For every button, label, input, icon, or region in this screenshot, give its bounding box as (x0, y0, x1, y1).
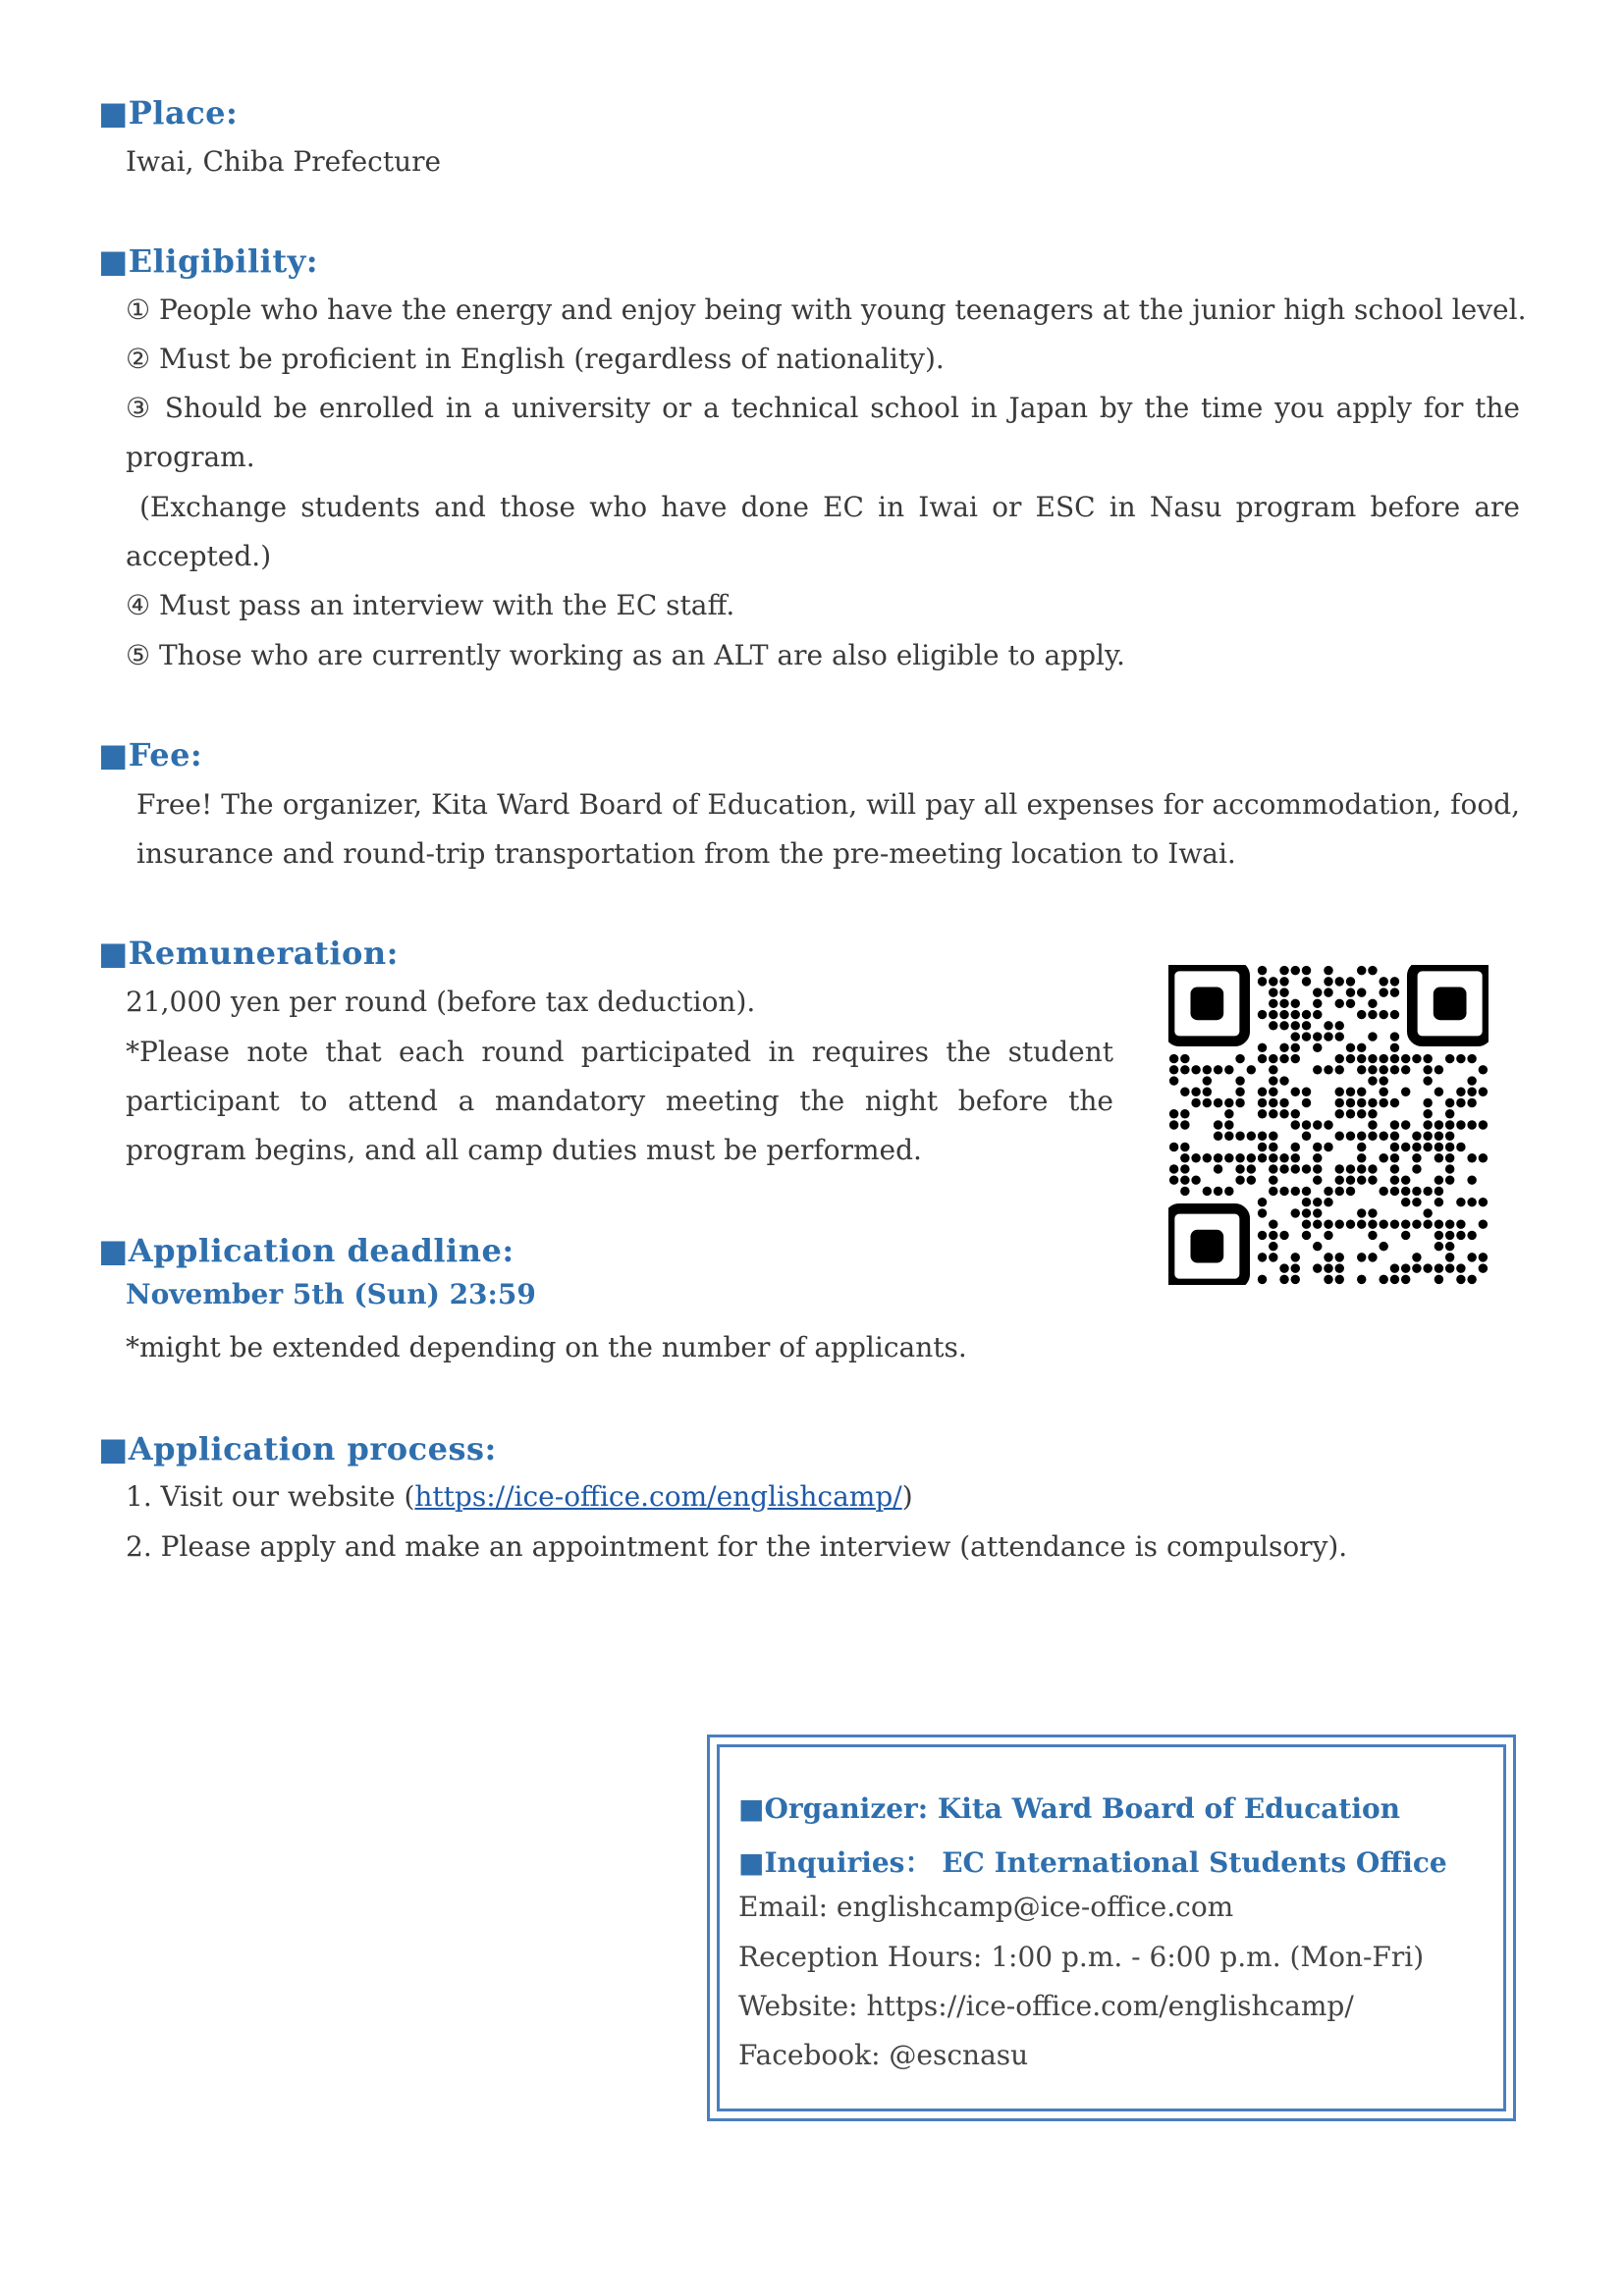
place-text: Iwai, Chiba Prefecture (126, 145, 442, 178)
process-step-1-prefix: 1. Visit our website ( (126, 1480, 415, 1513)
remuneration-note-2: participant to attend a mandatory meeting the night before the (126, 1085, 1113, 1117)
eligibility-item-5: ⑤ Those who are currently working as an ALT are also eligible to apply. (126, 639, 1125, 671)
remuneration-note-3: program begins, and all camp duties must be performed. (126, 1134, 922, 1166)
fee-heading: ■Fee: (98, 736, 203, 774)
eligibility-item-4: ④ Must pass an interview with the EC staff. (126, 589, 735, 621)
fee-line-2: insurance and round-trip transportation from the pre-meeting location to Iwai. (136, 837, 1236, 870)
contact-website: Website: https://ice-office.com/englishcamp/ (738, 1990, 1354, 2022)
process-step-1 (126, 1472, 913, 1522)
eligibility-note-line-2: accepted.) (126, 540, 272, 572)
deadline-note: *might be extended depending on the number of applicants. (126, 1331, 967, 1363)
remuneration-heading: ■Remuneration: (98, 934, 399, 972)
remuneration-note-1: *Please note that each round participated in requires the student (126, 1036, 1113, 1068)
deadline-date: November 5th (Sun) 23:59 (126, 1278, 536, 1310)
process-heading: ■Application process: (98, 1430, 497, 1468)
eligibility-item-3-line-2: program. (126, 441, 255, 473)
eligibility-item-2: ② Must be proficient in English (regardless of nationality). (126, 343, 945, 375)
fee-line-1: Free! The organizer, Kita Ward Board of Education, will pay all expenses for accommodation, food, (136, 788, 1520, 821)
eligibility-item-3-line-1: ③ Should be enrolled in a university or a technical school in Japan by the time you apply for the (126, 392, 1520, 424)
website-link[interactable]: https://ice-office.com/englishcamp/ (414, 1480, 902, 1513)
contact-email: Email: englishcamp@ice-office.com (738, 1891, 1234, 1923)
remuneration-amount: 21,000 yen per round (before tax deduction). (126, 986, 756, 1018)
contact-hours: Reception Hours: 1:00 p.m. - 6:00 p.m. (Mon-Fri) (738, 1941, 1425, 1973)
organizer-label: ■Organizer: Kita Ward Board of Education (738, 1792, 1400, 1825)
eligibility-item-1: ① People who have the energy and enjoy being with young teenagers at the junior high school level. (126, 294, 1527, 326)
inquiries-label: ■Inquiries： EC International Students Office (738, 1846, 1447, 1879)
qr-code-icon[interactable] (1168, 965, 1489, 1285)
eligibility-note-line-1: (Exchange students and those who have done EC in Iwai or ESC in Nasu program before are (139, 491, 1520, 523)
process-step-2: 2. Please apply and make an appointment for the interview (attendance is compulsory). (126, 1530, 1348, 1563)
process-step-1-suffix: ) (901, 1480, 913, 1513)
contact-facebook: Facebook: @escnasu (738, 2039, 1029, 2071)
place-heading: ■Place: (98, 94, 239, 132)
deadline-heading: ■Application deadline: (98, 1232, 514, 1269)
eligibility-heading: ■Eligibility: (98, 242, 318, 280)
